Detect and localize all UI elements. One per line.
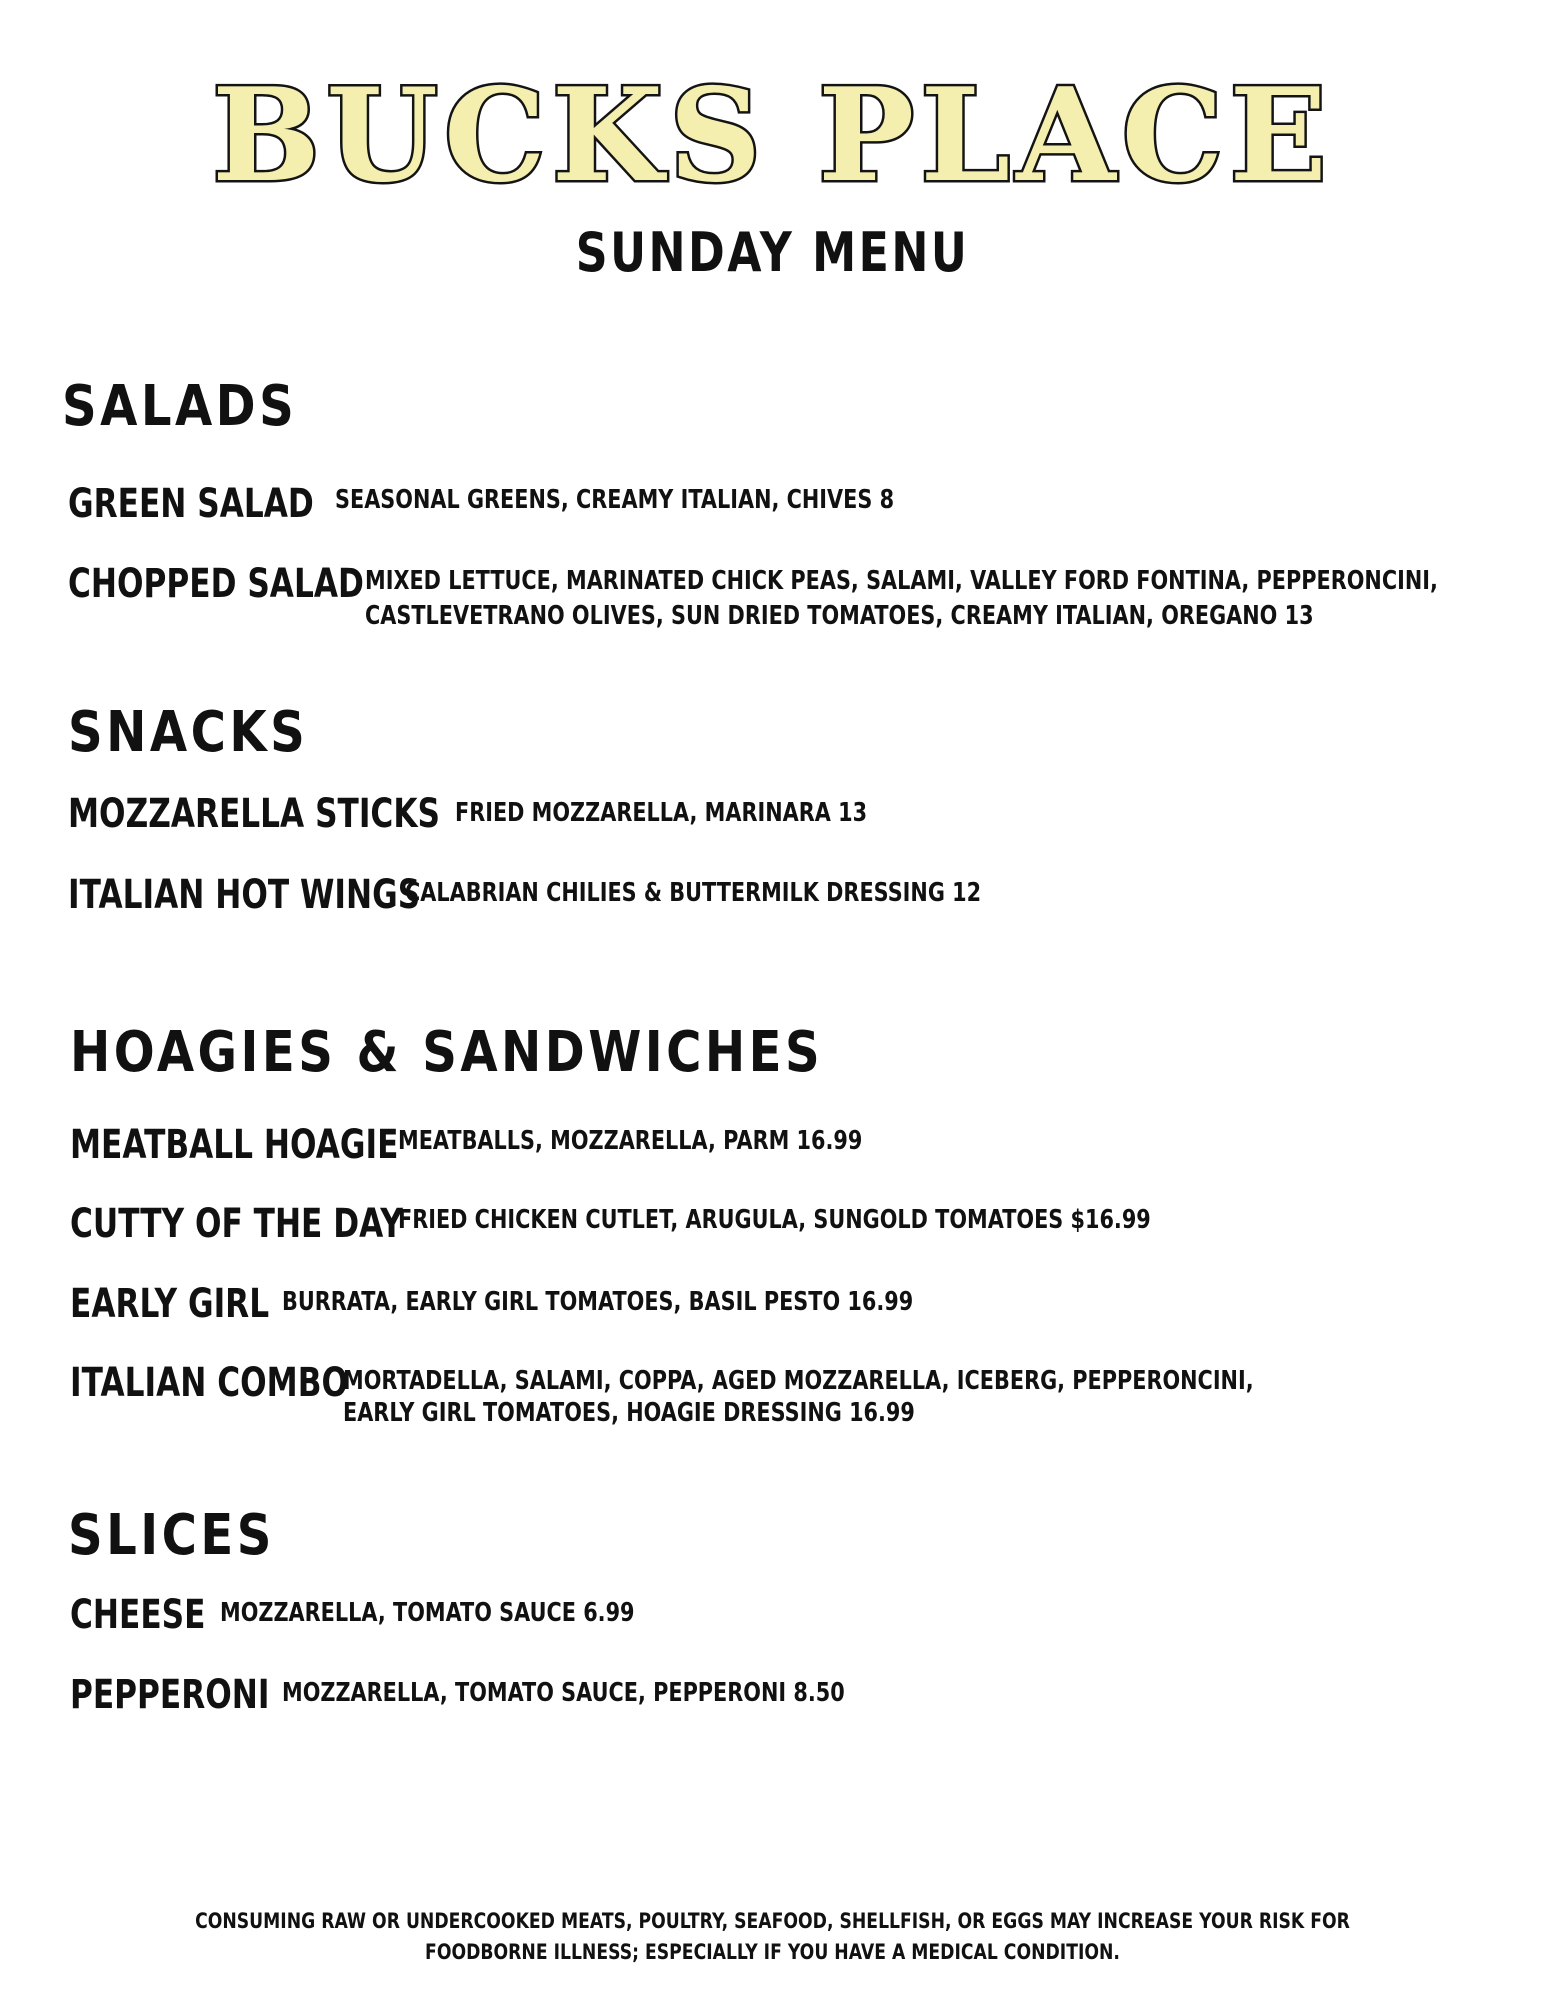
menu-item-name: ITALIAN HOT WINGS — [68, 872, 421, 918]
section-title-hoagies-sandwiches: HOAGIES & SANDWICHES — [70, 1020, 824, 1085]
menu-item-description: MEATBALLS, MOZZARELLA, PARM 16.99 — [398, 1126, 863, 1156]
menu-item-name: MEATBALL HOAGIE — [70, 1122, 399, 1168]
disclaimer-line: FOODBORNE ILLNESS; ESPECIALLY IF YOU HAVE A MEDICAL CONDITION. — [425, 1940, 1120, 1964]
menu-item-name: CHEESE — [70, 1592, 206, 1638]
menu-item-description: SEASONAL GREENS, CREAMY ITALIAN, CHIVES 8 — [335, 485, 895, 515]
menu-item-description: BURRATA, EARLY GIRL TOMATOES, BASIL PESTO 16.99 — [282, 1287, 914, 1317]
section-title-snacks: SNACKS — [68, 700, 309, 765]
menu-title: SUNDAY MENU — [575, 221, 970, 284]
menu-item-description: CALABRIAN CHILIES & BUTTERMILK DRESSING 12 — [405, 878, 982, 908]
menu-item-description: FRIED MOZZARELLA, MARINARA 13 — [455, 798, 868, 828]
menu-item-name: MOZZARELLA STICKS — [68, 791, 440, 837]
section-title-salads: SALADS — [62, 374, 298, 439]
health-disclaimer — [0, 1906, 1545, 1968]
menu-item-name: ITALIAN COMBO — [70, 1360, 348, 1406]
menu-item-description: MOZZARELLA, TOMATO SAUCE, PEPPERONI 8.50 — [282, 1678, 845, 1708]
menu-item-description: MOZZARELLA, TOMATO SAUCE 6.99 — [220, 1598, 635, 1628]
restaurant-logo: BUCKS PLACE — [212, 61, 1333, 211]
menu-item-description: FRIED CHICKEN CUTLET, ARUGULA, SUNGOLD TOMATOES $16.99 — [398, 1205, 1151, 1235]
menu-item-name: GREEN SALAD — [68, 481, 314, 527]
menu-item-description: MIXED LETTUCE, MARINATED CHICK PEAS, SALAMI, VALLEY FORD FONTINA, PEPPERONCINI, — [365, 566, 1438, 596]
menu-item-description: MORTADELLA, SALAMI, COPPA, AGED MOZZARELLA, ICEBERG, PEPPERONCINI, — [343, 1366, 1254, 1396]
disclaimer-line: CONSUMING RAW OR UNDERCOOKED MEATS, POULTRY, SEAFOOD, SHELLFISH, OR EGGS MAY INCREASE YOUR RISK FOR — [195, 1909, 1350, 1933]
menu-item-description: EARLY GIRL TOMATOES, HOAGIE DRESSING 16.99 — [343, 1398, 915, 1428]
menu-item-name: PEPPERONI — [70, 1672, 270, 1718]
menu-item-name: CHOPPED SALAD — [68, 561, 364, 607]
menu-item-name: EARLY GIRL — [70, 1281, 270, 1327]
menu-item-name: CUTTY OF THE DAY — [70, 1201, 403, 1247]
menu-item-description: CASTLEVETRANO OLIVES, SUN DRIED TOMATOES, CREAMY ITALIAN, OREGANO 13 — [365, 601, 1314, 631]
section-title-slices: SLICES — [68, 1503, 275, 1568]
